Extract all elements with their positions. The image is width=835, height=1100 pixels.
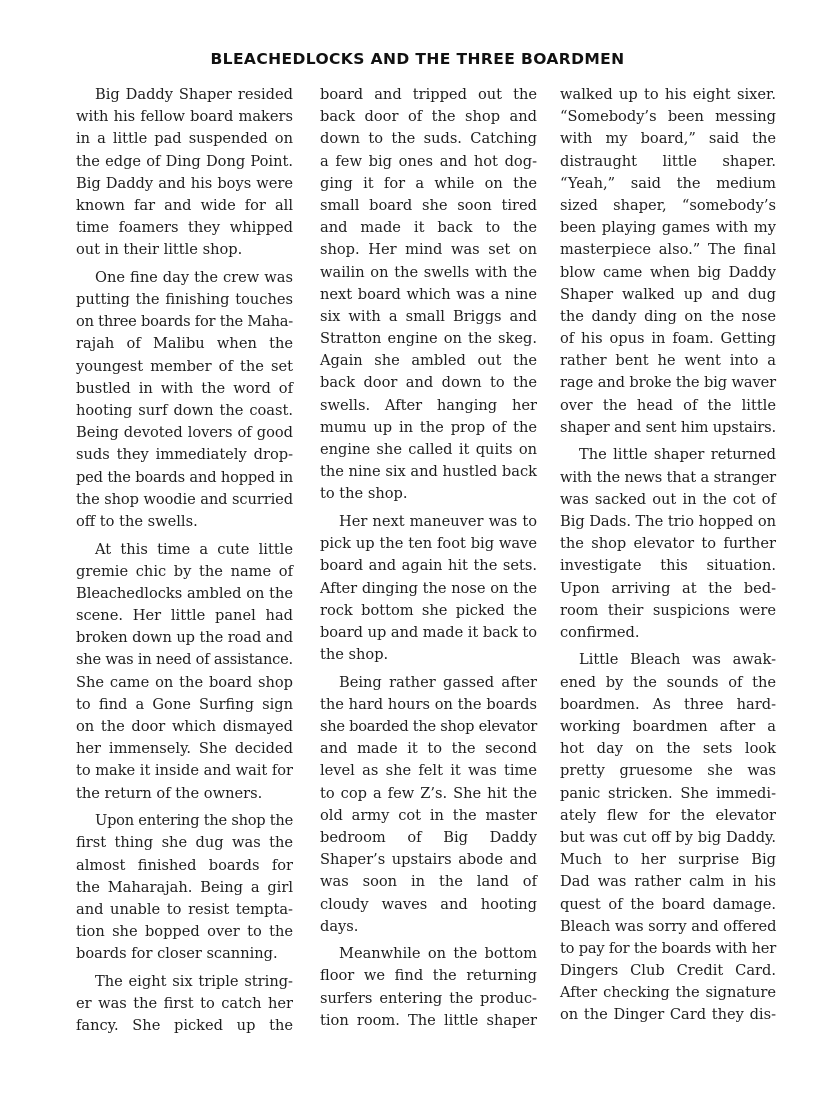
- text-line: er was the first to catch her: [76, 995, 293, 1013]
- paragraph: [560, 84, 776, 439]
- text-column-1: [76, 84, 293, 1043]
- text-line: Being devoted lovers of good: [76, 424, 293, 442]
- text-line: on the Dinger Card they dis-: [560, 1006, 776, 1024]
- text-line: Her next maneuver was to: [339, 512, 537, 530]
- text-line: small board she soon tired: [320, 196, 537, 214]
- text-line: first thing she dug was the: [76, 834, 293, 852]
- text-line: bustled in with the word of: [76, 379, 293, 397]
- text-line: sized shaper, “somebody’s: [560, 196, 776, 214]
- text-line: investigate this situation.: [560, 557, 776, 575]
- text-line: old army cot in the master: [320, 806, 537, 824]
- text-line: broken down up the road and: [76, 629, 293, 647]
- text-line: the shop elevator to further: [560, 535, 776, 553]
- text-line: panic stricken. She immedi-: [560, 784, 776, 802]
- text-column-2: [320, 84, 537, 1037]
- text-line: suds they immediately drop-: [76, 446, 293, 464]
- text-line: swells. After hanging her: [320, 396, 537, 414]
- text-line: Upon entering the shop the: [95, 812, 293, 830]
- text-line: bedroom of Big Daddy: [320, 828, 537, 846]
- text-line: cloudy waves and hooting: [320, 895, 537, 913]
- text-line: After checking the signature: [560, 984, 776, 1002]
- text-line: shop. Her mind was set on: [320, 241, 537, 259]
- text-line: next board which was a nine: [320, 285, 537, 303]
- text-line: distraught little shaper.: [560, 152, 776, 170]
- text-line: Dad was rather calm in his: [560, 873, 776, 891]
- text-line: known far and wide for all: [76, 196, 293, 214]
- text-line: youngest member of the set: [76, 357, 293, 375]
- text-line: of his opus in foam. Getting: [560, 330, 776, 348]
- text-line: Big Daddy and his boys were: [76, 174, 293, 192]
- text-line: She came on the board shop: [76, 673, 293, 691]
- text-line: the Maharajah. Being a girl: [76, 878, 293, 896]
- text-line: to make it inside and wait for: [76, 762, 293, 780]
- text-line: “Somebody’s been messing: [560, 108, 776, 126]
- text-line: blow came when big Daddy: [560, 263, 776, 281]
- text-line: hooting surf down the coast.: [76, 402, 293, 420]
- text-line: the nine six and hustled back: [320, 463, 537, 481]
- text-line: was soon in the land of: [320, 873, 537, 891]
- text-line: pretty gruesome she was: [560, 762, 776, 780]
- text-line: the shop.: [320, 646, 389, 664]
- paragraph: [320, 84, 537, 506]
- paragraph: [76, 84, 293, 262]
- text-line: ped the boards and hopped in: [76, 468, 293, 486]
- text-line: Much to her surprise Big: [560, 851, 776, 869]
- text-line: “Yeah,” said the medium: [560, 174, 776, 192]
- text-line: At this time a cute little: [95, 540, 293, 558]
- text-line: mumu up in the prop of the: [320, 418, 537, 436]
- text-line: floor we find the returning: [320, 967, 537, 985]
- paragraph: [76, 971, 293, 1038]
- text-line: Big Daddy Shaper resided: [95, 86, 293, 103]
- text-line: ately flew for the elevator: [560, 806, 776, 824]
- text-line: with my board,” said the: [560, 130, 776, 148]
- text-line: gremie chic by the name of: [76, 562, 293, 580]
- text-line: board up and made it back to: [320, 623, 537, 641]
- text-line: shaper and sent him upstairs.: [560, 418, 776, 436]
- text-line: back door of the shop and: [320, 108, 537, 126]
- text-line: ging it for a while on the: [320, 174, 537, 192]
- text-line: been playing games with my: [560, 219, 776, 237]
- text-line: on the door which dismayed: [76, 718, 293, 736]
- text-line: Being rather gassed after: [339, 673, 537, 691]
- text-line: to the shop.: [320, 485, 408, 503]
- paragraph: [320, 672, 537, 938]
- text-line: pick up the ten foot big wave: [320, 535, 537, 553]
- text-line: out in their little shop.: [76, 241, 243, 259]
- text-line: Stratton engine on the skeg.: [320, 330, 537, 348]
- text-line: room their suspicions were: [560, 601, 776, 619]
- text-line: and unable to resist tempta-: [76, 900, 293, 918]
- text-line: Meanwhile on the bottom: [339, 945, 537, 963]
- page-title: BLEACHEDLOCKS AND THE THREE BOARDMEN: [210, 50, 625, 68]
- paragraph: [320, 511, 537, 666]
- text-line: The little shaper returned: [579, 446, 776, 464]
- text-line: ened by the sounds of the: [560, 673, 776, 691]
- text-column-3: [560, 84, 776, 1032]
- text-line: engine she called it quits on: [320, 441, 537, 458]
- text-line: rock bottom she picked the: [320, 601, 537, 619]
- text-line: working boardmen after a: [560, 718, 776, 736]
- paragraph: [76, 810, 293, 965]
- text-line: in a little pad suspended on: [76, 130, 293, 148]
- paragraph: [560, 649, 776, 1026]
- text-line: a few big ones and hot dog-: [320, 152, 537, 170]
- text-line: fancy. She picked up the: [76, 1017, 293, 1035]
- text-line: hot day on the sets look: [560, 740, 776, 758]
- text-line: level as she felt it was time: [320, 762, 537, 780]
- text-line: days.: [320, 917, 359, 935]
- text-line: Big Dads. The trio hopped on: [560, 512, 776, 530]
- text-line: surfers entering the produc-: [320, 989, 537, 1007]
- text-line: and made it back to the: [320, 219, 537, 237]
- text-line: masterpiece also.” The final: [560, 241, 776, 259]
- paragraph: [76, 539, 293, 805]
- text-line: to pay for the boards with her: [560, 939, 777, 957]
- text-line: the hard hours on the boards: [320, 695, 537, 713]
- text-line: Shaper walked up and dug: [560, 285, 776, 303]
- text-line: off to the swells.: [76, 512, 198, 530]
- text-line: One fine day the crew was: [95, 268, 293, 286]
- text-line: the dandy ding on the nose: [560, 307, 776, 325]
- text-line: Bleachedlocks ambled on the: [76, 584, 293, 602]
- text-line: tion she bopped over to the: [76, 923, 293, 941]
- text-line: over the head of the little: [560, 396, 776, 414]
- text-line: boardmen. As three hard-: [560, 695, 776, 713]
- text-line: Upon arriving at the bed-: [560, 579, 776, 597]
- text-line: Shaper’s upstairs abode and: [320, 851, 537, 869]
- text-line: to find a Gone Surfing sign: [76, 695, 293, 713]
- text-line: almost finished boards for: [76, 856, 293, 874]
- text-line: Dingers Club Credit Card.: [560, 962, 776, 980]
- text-line: the return of the owners.: [76, 784, 263, 802]
- text-line: wailin on the swells with the: [320, 263, 537, 281]
- text-line: the shop woodie and scurried: [76, 490, 293, 508]
- text-line: rage and broke the big waver: [560, 374, 776, 392]
- text-line: to cop a few Z’s. She hit the: [320, 784, 537, 802]
- text-line: rather bent he went into a: [560, 352, 776, 370]
- paragraph: [560, 444, 776, 644]
- text-line: her immensely. She decided: [76, 740, 293, 758]
- text-line: confirmed.: [560, 623, 640, 641]
- text-line: back door and down to the: [320, 374, 537, 392]
- text-line: down to the suds. Catching: [320, 130, 537, 148]
- text-line: time foamers they whipped: [76, 219, 293, 237]
- text-line: boards for closer scanning.: [76, 945, 278, 963]
- text-line: on three boards for the Maha-: [76, 313, 293, 331]
- text-line: she boarded the shop elevator: [320, 718, 537, 736]
- text-line: she was in need of assistance.: [76, 651, 293, 669]
- text-line: six with a small Briggs and: [320, 307, 537, 325]
- text-line: Again she ambled out the: [320, 352, 537, 370]
- paragraph: [320, 943, 537, 1032]
- text-line: with his fellow board makers: [76, 108, 293, 126]
- text-line: was sacked out in the cot of: [560, 490, 776, 508]
- text-line: board and again hit the sets.: [320, 557, 537, 575]
- text-line: rajah of Malibu when the: [76, 335, 293, 353]
- text-line: quest of the board damage.: [560, 895, 776, 913]
- text-line: and made it to the second: [320, 740, 537, 758]
- text-line: The eight six triple string-: [95, 972, 293, 990]
- text-line: with the news that a stranger: [560, 468, 776, 486]
- text-line: tion room. The little shaper: [320, 1011, 537, 1029]
- paragraph: [76, 267, 293, 533]
- text-line: scene. Her little panel had: [76, 607, 293, 625]
- text-line: putting the finishing touches: [76, 291, 293, 309]
- text-line: the edge of Ding Dong Point.: [76, 152, 293, 170]
- text-line: board and tripped out the: [320, 86, 537, 103]
- text-line: After dinging the nose on the: [320, 579, 537, 597]
- text-line: but was cut off by big Daddy.: [560, 828, 776, 846]
- text-line: Little Bleach was awak-: [579, 651, 776, 669]
- text-line: walked up to his eight sixer.: [560, 86, 776, 103]
- text-line: Bleach was sorry and offered: [560, 917, 777, 935]
